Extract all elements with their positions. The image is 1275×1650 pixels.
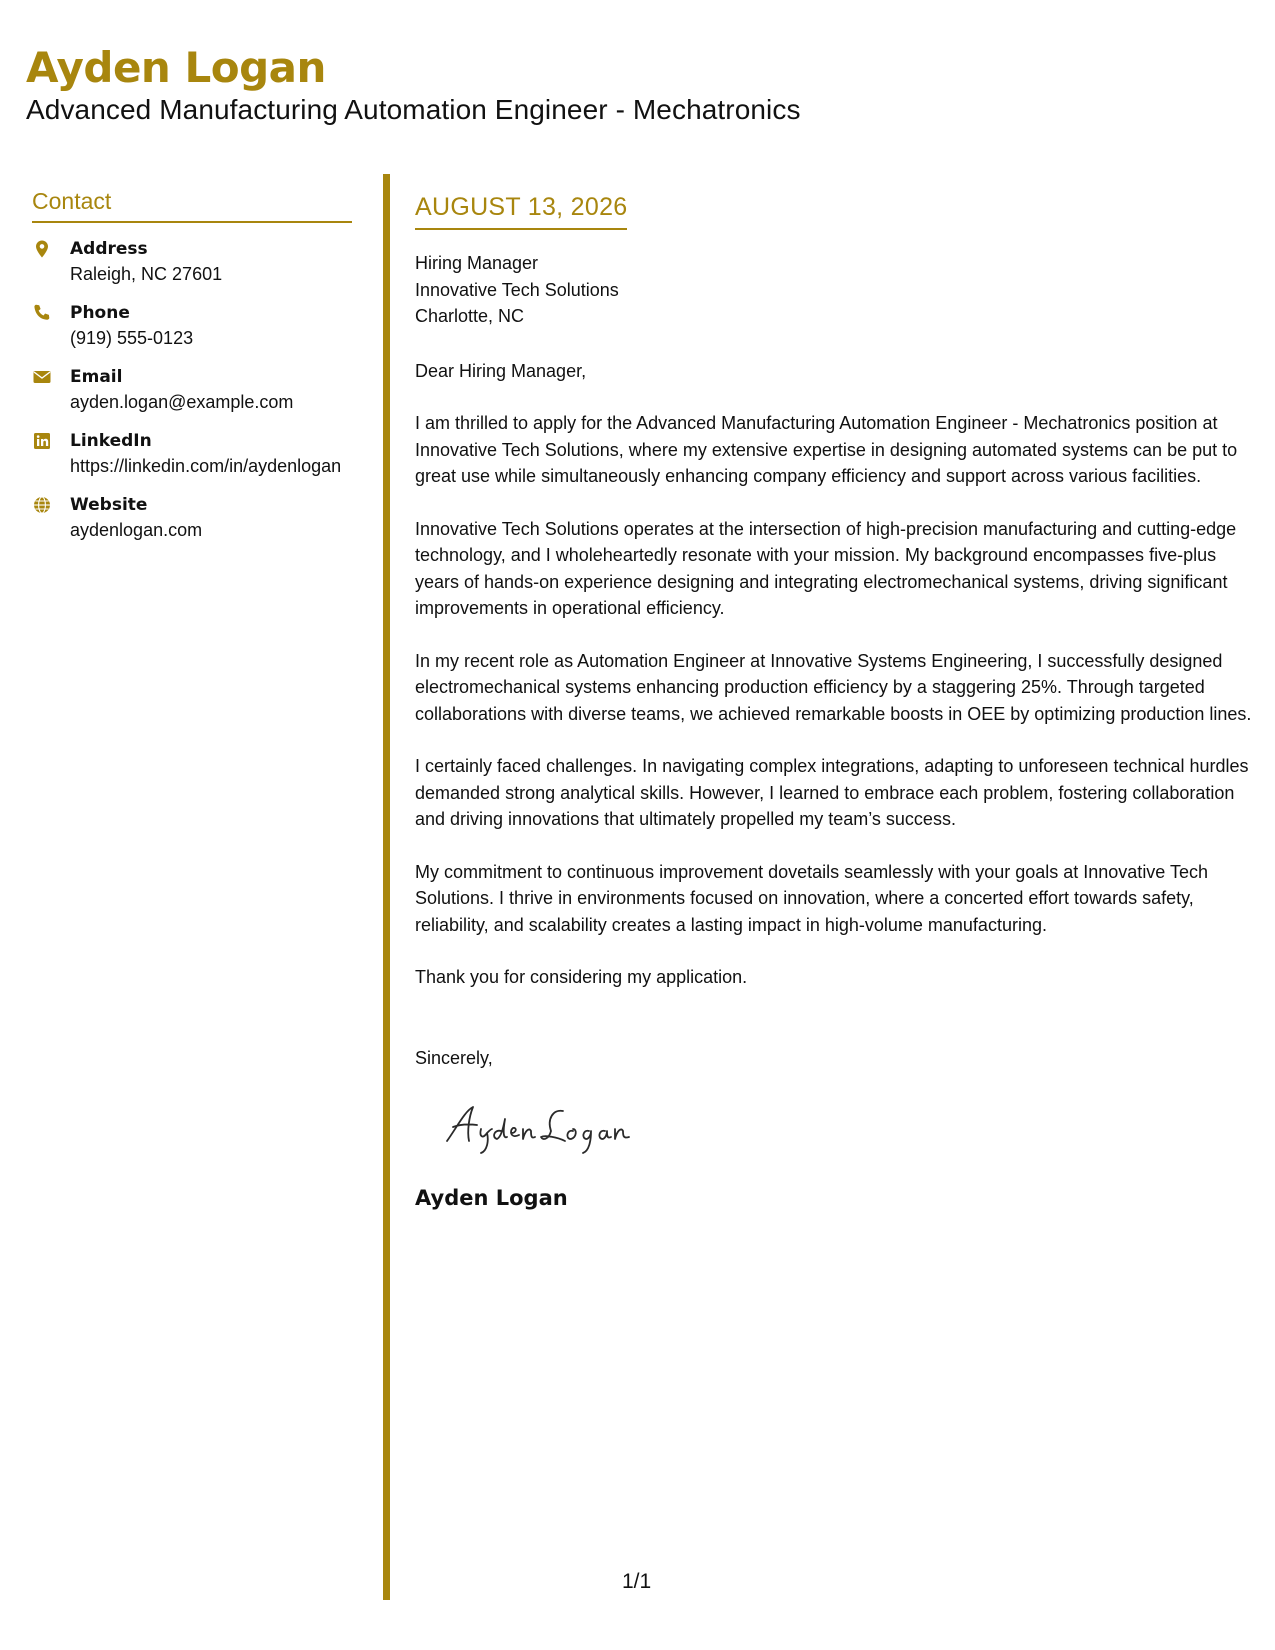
- contact-value: ayden.logan@example.com: [70, 392, 294, 412]
- paragraph: Innovative Tech Solutions operates at the intersection of high-precision manufacturing and cutting-edge technology, and I wholeheartedly resonate with your mission. My background encompasses five-plus years of hands-on experience designing and integrating electromechanical systems, driving significant improvements in operational efficiency.: [415, 518, 1237, 618]
- salutation: Dear Hiring Manager,: [415, 360, 587, 381]
- contact-sidebar: [32, 188, 352, 543]
- letter-header: [26, 43, 801, 126]
- map-pin-icon: [32, 239, 52, 259]
- contact-label: LinkedIn: [70, 431, 152, 451]
- applicant-name: Ayden Logan: [26, 43, 326, 92]
- signed-name: Ayden Logan: [415, 1185, 568, 1210]
- contact-email: [32, 365, 352, 415]
- contact-label: Website: [70, 495, 148, 515]
- contact-value: (919) 555-0123: [70, 328, 194, 348]
- contact-heading: Contact: [32, 188, 352, 223]
- recipient-name: Hiring Manager: [415, 253, 539, 273]
- linkedin-icon: [32, 431, 52, 451]
- paragraph: I am thrilled to apply for the Advanced Manufacturing Automation Engineer - Mechatronics position at Innovative Tech Solutions, where my extensive expertise in designing automated systems can be put to great use while simultaneously enhancing company efficiency and support across various facilities.: [415, 413, 1238, 486]
- recipient-company: Innovative Tech Solutions: [415, 279, 619, 300]
- contact-address: [32, 237, 352, 287]
- phone-icon: [32, 303, 52, 323]
- contact-value: aydenlogan.com: [70, 520, 203, 540]
- contact-website: [32, 493, 352, 543]
- closing: Sincerely,: [415, 1047, 493, 1068]
- paragraph: I certainly faced challenges. In navigating complex integrations, adapting to unforeseen technical hurdles demanded strong analytical skills. However, I learned to embrace each problem, fostering collaboration and driving innovations that ultimately propelled my team’s success.: [415, 756, 1249, 829]
- contact-value: https://linkedin.com/in/aydenlogan: [70, 456, 342, 476]
- envelope-icon: [32, 367, 52, 387]
- vertical-divider: [383, 174, 390, 1600]
- job-title: Advanced Manufacturing Automation Engineer - Mechatronics: [26, 94, 801, 126]
- contact-phone: [32, 301, 352, 351]
- recipient-block: [415, 250, 1255, 330]
- contact-label: Phone: [70, 303, 130, 323]
- paragraph: Thank you for considering my application.: [415, 967, 748, 987]
- handwritten-signature: [439, 1097, 659, 1157]
- contact-label: Email: [70, 367, 123, 387]
- paragraph: In my recent role as Automation Engineer at Innovative Systems Engineering, I successfully designed electromechanical systems enhancing production efficiency by a staggering 25%. Through targeted collaborations with diverse teams, we achieved remarkable boosts in OEE by optimizing production lines.: [415, 650, 1252, 724]
- contact-label: Address: [70, 239, 148, 259]
- paragraph: My commitment to continuous improvement dovetails seamlessly with your goals at Innovative Tech Solutions. I thrive in environments focused on innovation, where a concerted effort towards safety, reliability, and scalability creates a lasting impact in high-volume manufacturing.: [415, 861, 1209, 935]
- page-number: 1/1: [622, 1570, 652, 1593]
- letter-date: AUGUST 13, 2026: [415, 192, 627, 230]
- letter-body: [415, 192, 1255, 1211]
- globe-icon: [32, 495, 52, 515]
- recipient-location: Charlotte, NC: [415, 306, 525, 326]
- contact-value: Raleigh, NC 27601: [70, 264, 223, 284]
- contact-linkedin: [32, 429, 352, 479]
